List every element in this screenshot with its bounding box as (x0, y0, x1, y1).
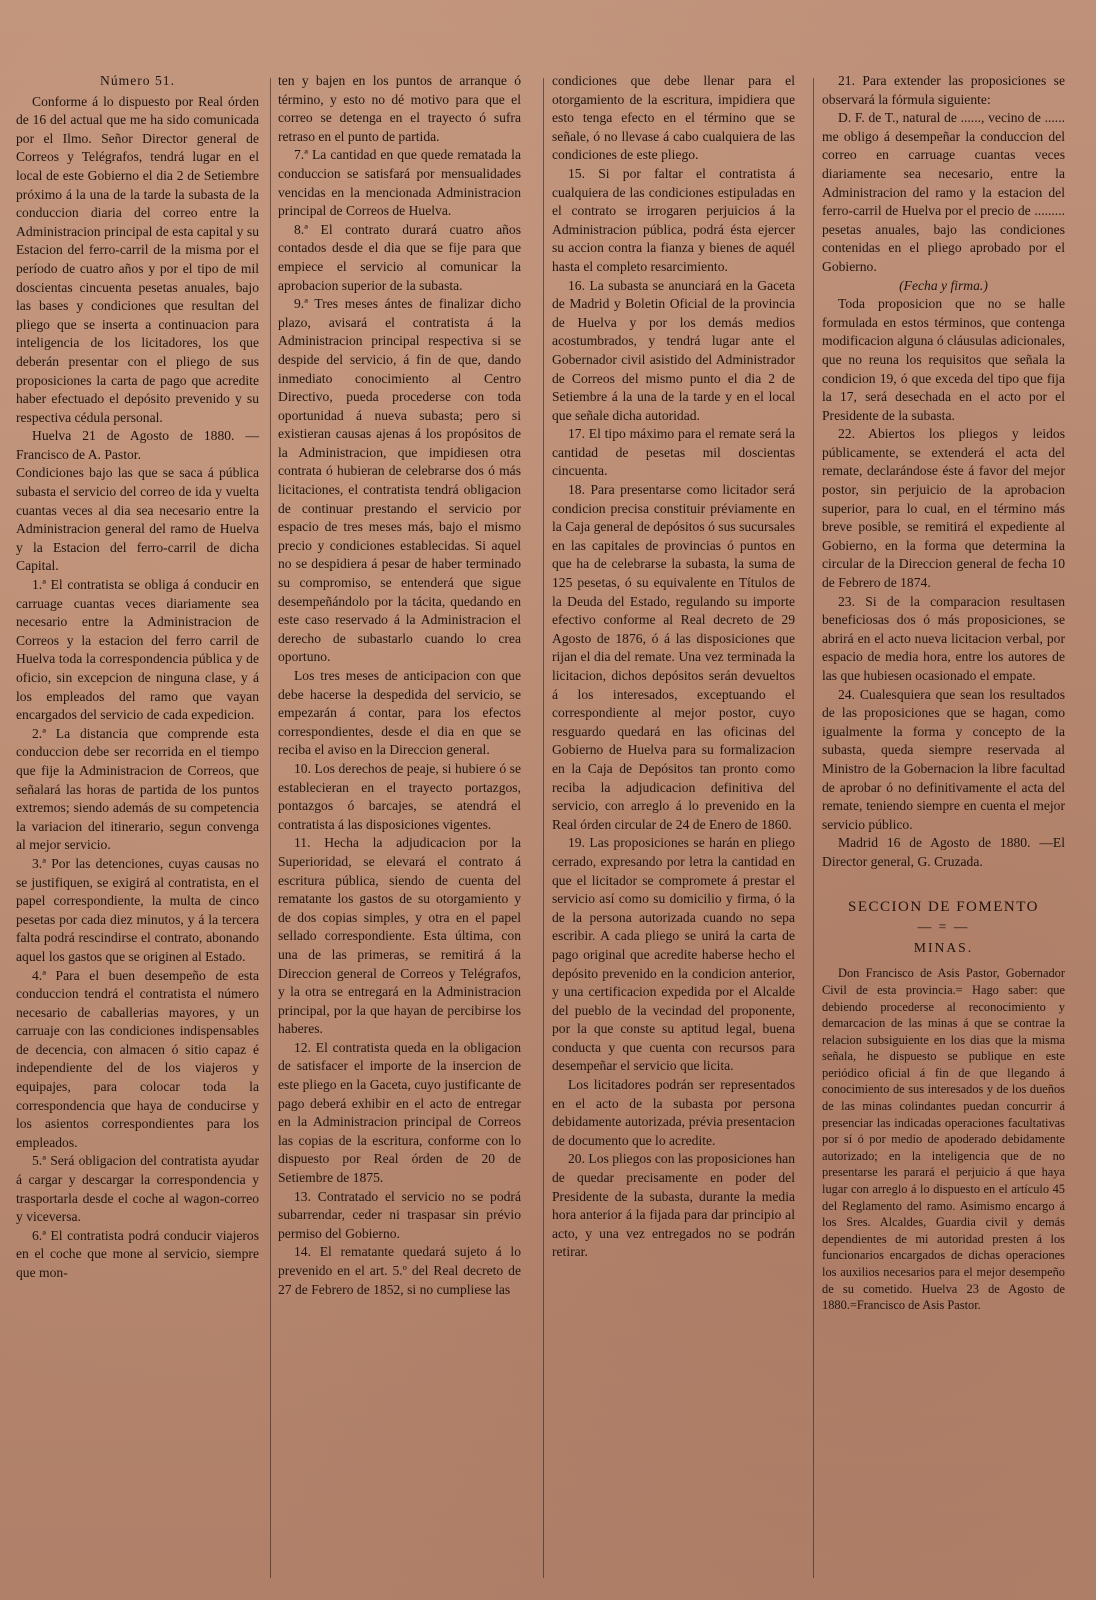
signature-note: (Fecha y firma.) (899, 277, 988, 293)
paragraph: 6.ª El contratista podrá conducir viajeros en el coche que mone al servicio, siempre que mon- (16, 1227, 259, 1280)
paragraph: 15. Si por faltar el contratista á cualquiera de las condiciones estipuladas en el contrato se irrogaren perjuicios á la Administracion pública, podrá ésta ejercer su accion contra la fianza y bienes de aquél hasta el completo resarcimiento. (552, 165, 795, 274)
paragraph: Los licitadores podrán ser representados en el acto de la subasta por persona debidamente autorizada, prévia presentacion de documento que lo acredite. (552, 1077, 795, 1148)
paragraph: 5.ª Será obligacion del contratista ayudar á cargar y descargar la correspondencia y trasportarla desde el coche al wagon-correo y viceversa. (16, 1153, 259, 1225)
paragraph: 7.ª La cantidad en que quede rematada la conduccion se satisfará por mensualidades vencidas en la mencionada Administracion principal de Correos de Huelva. (278, 147, 521, 219)
paragraph: 1.ª El contratista se obliga á conducir en carruage cuantas veces diariamente sea necesario entre la Administracion de Correos y la estacion del ferro carril de Huelva toda la correspondencia pública y de oficio, sin excepcion de ninguna clase, y á los empleados del ramo que vayan encargados del servicio de cada expedicion. (16, 577, 259, 723)
paragraph: 19. Las proposiciones se harán en pliego cerrado, expresando por letra la cantidad en que el licitador se compromete á prestar el servicio así como su domicilio y firma, ó la de la persona autorizada cuando no sepa escribir. A cada pliego se unirá la carta de pago original que acredite haberse hecho el depósito prevenido en la condicion anterior, y una certificacion expedida por el Alcalde del pueblo de la vecindad del proponente, por la que conste su aptitud legal, buena conducta y que cuenta con recursos para desempeñar el servicio que licita. (552, 835, 795, 1074)
column-rule (270, 78, 271, 1578)
column-2 (278, 72, 521, 1299)
paragraph: Condiciones bajo las que se saca á pública subasta el servicio del correo de ida y vuelta cuantas veces al dia sea necesario entre la Administracion general del ramo de Huelva y la Estacion del ferro-carril de dicha Capital. (16, 465, 259, 574)
paragraph: 17. El tipo máximo para el remate será la cantidad de pesetas mil doscientas cincuenta. (552, 426, 795, 479)
paragraph: 20. Los pliegos con las proposiciones han de quedar precisamente en poder del Presidente de la subasta, durante la media hora anterior á la fijada para dar principio al acto, y una vez entregados no se podrán retirar. (552, 1151, 795, 1260)
paragraph: 21. Para extender las proposiciones se observará la fórmula siguiente: (822, 73, 1065, 107)
section-divider: — = — (917, 919, 970, 935)
paragraph: condiciones que debe llenar para el otorgamiento de la escritura, impidiera que esto tenga efecto en el término que se señale, ó no llevase á cabo cualquiera de las condiciones de este pliego. (552, 73, 795, 163)
column-rule (813, 78, 814, 1578)
issue-number: Número 51. (100, 73, 175, 88)
paragraph: 11. Hecha la adjudicacion por la Superioridad, se elevará el contrato á escritura pública, siendo de cuenta del rematante los gastos de su otorgamiento y de dos copias simples, y otra en el papel sellado correspondiente. Esta última, con una de las primeras, se remitirá á la Direccion general de Correos y Telégrafos, y la otra se entregará en la Administracion principal, por la que hayan de percibirse los haberes. (278, 835, 521, 1037)
proposal-formula: D. F. de T., natural de ......, vecino de ...... me obligo á desempeñar la conduccion del correo en carruage cuantas veces diariamente sea necesario, entre la Administracion del ramo y la estacion del ferro-carril de Huelva por el precio de ......... pesetas anuales, bajo las condiciones contenidas en el pliego aprobado por el Gobierno. (822, 110, 1065, 274)
paragraph: 23. Si de la comparacion resultasen beneficiosas dos ó más proposiciones, se abrirá en el acto nueva licitacion verbal, por espacio de media hora, entre los autores de las que hubiesen ocasionado el empate. (822, 593, 1065, 683)
paragraph: ten y bajen en los puntos de arranque ó término, y esto no dé motivo para que el correo se detenga en el trayecto ó sufra retraso en el punto de partida. (278, 73, 521, 144)
paragraph: 10. Los derechos de peaje, si hubiere ó se establecieran en el trayecto portazgos, pontazgos ó barcajes, se atendrá el contratista á las disposiciones vigentes. (278, 760, 521, 832)
section-subtitle: MINAS. (913, 939, 974, 955)
paragraph: 22. Abiertos los pliegos y leidos públicamente, se extenderá el acta del remate, declarándose éste á favor del mejor postor, sin perjuicio de la aprobacion superior, para lo cual, en el término más breve posible, se remitirá el expediente al Gobierno, en la forma que determina la circular de la Direccion general de fecha 10 de Febrero de 1874. (822, 426, 1065, 591)
paragraph: 18. Para presentarse como licitador será condicion precisa constituir préviamente en la Caja general de depósitos ó sus sucursales en las capitales de provincias ó puntos en que ha de celebrarse la subasta, la suma de 125 pesetas, ó su equivalente en Títulos de la Deuda del Estado, regulando su importe efectivo conforme al Real decreto de 29 Agosto de 1876, ó á las disposiciones que rijan el dia del remate. Una vez terminada la licitacion, dichos depósitos serán devueltos á los interesados, exceptuando el correspondiente al mejor postor, cuyo resguardo quedará en las oficinas del Gobierno de Huelva para su formalizacion en la Caja de Depósitos tan pronto como reciba la adjudicacion definitiva del servicio, con arreglo á lo prevenido en la Real órden circular de 24 de Enero de 1860. (552, 482, 795, 832)
paragraph: 8.ª El contrato durará cuatro años contados desde el dia que se fije para que empiece el servicio al comunicar la aprobacion superior de la subasta. (278, 221, 521, 293)
column-3 (552, 72, 795, 1262)
column-1 (16, 72, 259, 1283)
paragraph: Madrid 16 de Agosto de 1880. —El Director general, G. Cruzada. (822, 835, 1065, 869)
paragraph: 2.ª La distancia que comprende esta conduccion debe ser recorrida en el tiempo que fije la Administracion de Correos, que señalará las horas de partida de los puntos extremos; siendo además de su competencia la variacion del itinerario, segun convenga al mejor servicio. (16, 725, 259, 853)
paragraph: 12. El contratista queda en la obligacion de satisfacer el importe de la insercion de este pliego en la Gaceta, cuyo justificante de pago deberá exhibir en el acto de entregar en la Administracion principal de Correos las copias de la escritura, conforme con lo dispuesto por Real órden de 20 de Setiembre de 1875. (278, 1039, 521, 1186)
paragraph: Conforme á lo dispuesto por Real órden de 16 del actual que me ha sido comunicada por el Ilmo. Señor Director general de Correos y Telégrafos, tendrá lugar en el local de este Gobierno el dia 2 de Setiembre próximo á la una de la tarde la subasta de la conduccion diaria del correo entre la Administracion principal de esta capital y su Estacion del ferro-carril de la misma por el período de cuatro años y por el tipo de mil doscientas cincuenta pesetas anuales, bajo las bases y condiciones que resultan del pliego que se inserta a continuacion para inteligencia de los licitadores, los que deberán presentar con el pliego de sus proposiciones la carta de pago que acredite haber efectuado el depósito prevenido y su respectiva cédula personal. (16, 93, 259, 425)
paragraph: 24. Cualesquiera que sean los resultados de las proposiciones que se hagan, como igualmente la forma y concepto de la subasta, queda siempre reservada al Ministro de la Gobernacion la libre facultad de aprobar ó no definitivamente el acta del remate, teniendo siempre en cuenta el mejor servicio público. (822, 686, 1065, 832)
section-title: SECCION DE FOMENTO (848, 898, 1039, 915)
paragraph: 4.ª Para el buen desempeño de esta conduccion tendrá el contratista el número necesario de caballerias mayores, y un carruaje con las condiciones indispensables de decencia, con almacen ó sitio capaz é independiente del de los viajeros y equipajes, para colocar toda la correspondencia que haya de conducirse y los asientos correspondientes para los empleados. (16, 967, 259, 1150)
paragraph: Los tres meses de anticipacion con que debe hacerse la despedida del servicio, se empezarán á contar, para los efectos correspondientes, desde el dia en que se reciba el aviso en la Direccion general. (278, 668, 521, 758)
paragraph: 9.ª Tres meses ántes de finalizar dicho plazo, avisará el contratista á la Administracion principal respectiva si se despide del servicio, á fin de que, dando inmediato conocimiento al Centro Directivo, pueda procederse con toda oportunidad á nueva subasta; pero si existieran causas ajenas á los propósitos de la Administracion, que impidiesen otra contrata ó hubieran de celebrarse dos ó más licitaciones, el contratista tendrá obligacion de continuar prestando el servicio por espacio de tres meses más, bajo el mismo precio y condiciones establecidas. Si aquel no se despidiera á pesar de haber terminado su compromiso, se entenderá que sigue desempeñándolo por la tácita, quedando en este caso reservado á la Administracion el derecho de subastarlo cuando lo crea oportuno. (278, 296, 521, 665)
column-rule (543, 78, 544, 1578)
column-4 (822, 72, 1065, 1314)
paragraph: 14. El rematante quedará sujeto á lo prevenido en el art. 5.º del Real decreto de 27 de Febrero de 1852, si no cumpliese las (278, 1244, 521, 1297)
paragraph: Toda proposicion que no se halle formulada en estos términos, que contenga modificacion alguna ó cláusulas adicionales, que no reuna los requisitos que señala la condicion 19, ó que exceda del tipo que fija la 17, será desechada en el acto por el Presidente de la subasta. (822, 296, 1065, 423)
paragraph: 13. Contratado el servicio no se podrá subarrendar, ceder ni traspasar sin prévio permiso del Gobierno. (278, 1188, 521, 1241)
paragraph: Huelva 21 de Agosto de 1880. —Francisco de A. Pastor. (16, 428, 259, 462)
paragraph: 3.ª Por las detenciones, cuyas causas no se justifiquen, se exigirá al contratista, en el papel correspondiente, la multa de cinco pesetas por cada diez minutos, y á la tercera falta podrá rescindirse el contrato, abonando aquel los gastos que se originen al Estado. (16, 855, 259, 964)
paragraph: 16. La subasta se anunciará en la Gaceta de Madrid y Boletin Oficial de la provincia de Huelva y por los demás medios acostumbrados, y tendrá lugar ante el Gobernador civil asistido del Administrador de Correos del mismo punto el dia 2 de Setiembre á la una de la tarde y en el local que señale dicha autoridad. (552, 277, 795, 423)
minas-notice: Don Francisco de Asis Pastor, Gobernador Civil de esta provincia.= Hago saber: que debiendo procederse al reconocimiento y demarcacion de las minas á que se contrae la relacion subsiguiente en los dias que la misma señala, he dispuesto se publique en este periódico oficial á fin de que llegando á conocimiento de sus interesados y de los dueños de las minas colindantes puedan concurrir á presenciar las indicadas operaciones facultativas por sí ó por medio de apoderado debidamente autorizado; en la inteligencia que de no presentarse les parará el perjuicio á que haya lugar con arreglo á lo dispuesto en el artículo 45 del Reglamento del ramo. Asimismo encargo á los Sres. Alcaldes, Guardia civil y demás dependientes de mi autoridad presten á los funcionarios encargados de dichas operaciones los auxilios necesarios para el mejor desempeño de su cometido. Huelva 23 de Agosto de 1880.=Francisco de Asis Pastor. (822, 966, 1065, 1313)
